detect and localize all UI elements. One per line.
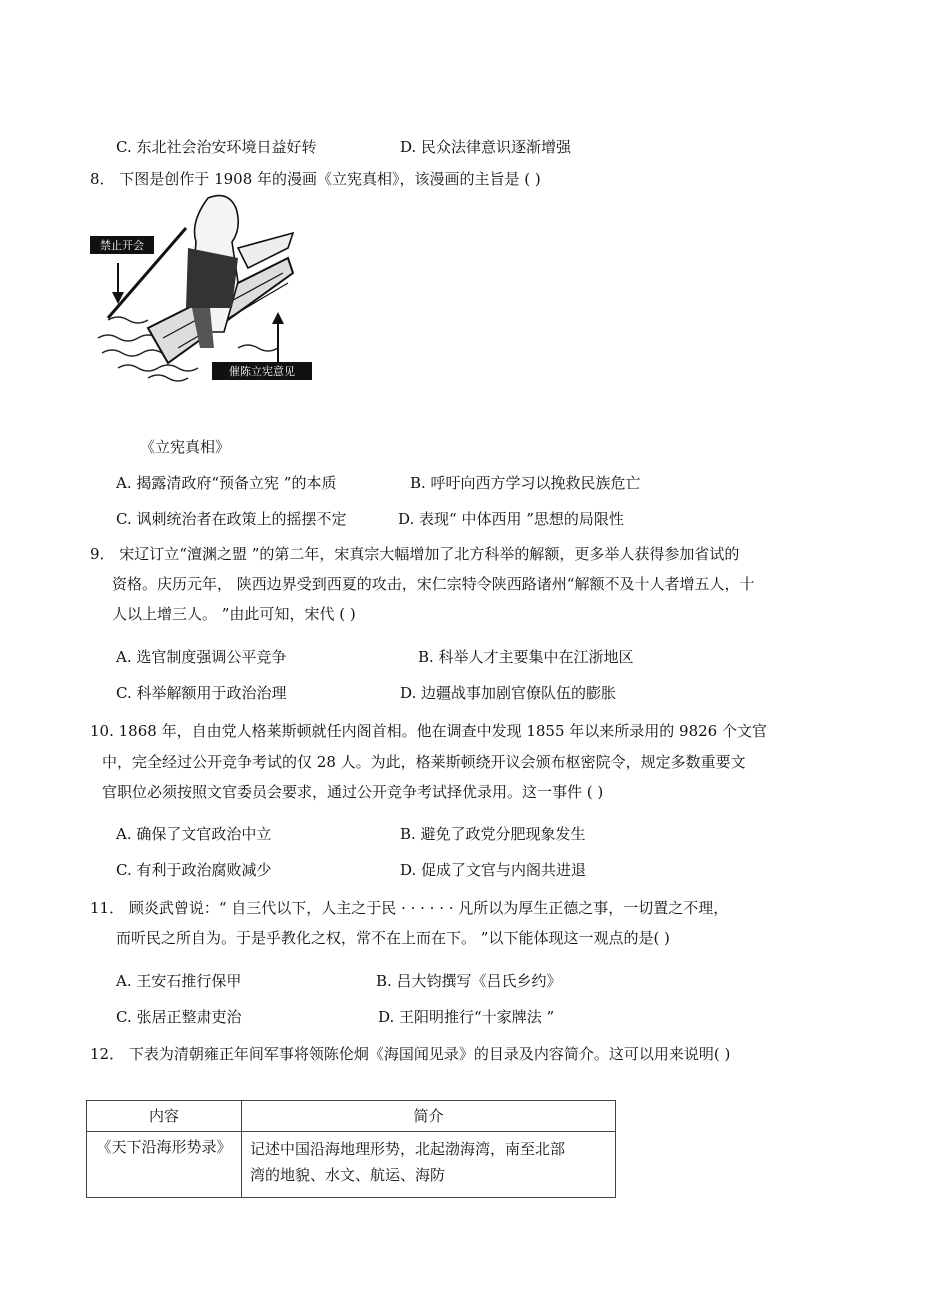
q10-line-1: 10. 1868 年，自由党人格莱斯顿就任内阁首相。他在调查中发现 1855 年以来所录用的 9826 个文官 <box>90 722 767 740</box>
table-header-content: 内容 <box>87 1101 242 1132</box>
table-cell-summary-line-1: 记述中国沿海地理形势，北起渤海湾，南至北部 <box>250 1140 566 1158</box>
table-header-row <box>87 1101 616 1132</box>
table-cell-summary <box>242 1132 616 1198</box>
q9-line-1: 9． 宋辽订立“澶渊之盟 ”的第二年，宋真宗大幅增加了北方科举的解额，更多举人获得参加省试的 <box>90 545 740 563</box>
table-header-summary: 简介 <box>242 1101 616 1132</box>
q10-option-b: B. 避免了政党分肥现象发生 <box>400 825 586 843</box>
q11-option-c: C. 张居正整肃吏治 <box>116 1008 242 1026</box>
table-cell-summary-line-2: 湾的地貌、水文、航运、海防 <box>250 1166 446 1184</box>
q9-line-3: 人以上增三人。 ”由此可知，宋代 ( ) <box>112 605 356 623</box>
cartoon-image <box>88 188 316 388</box>
q11-line-2: 而听民之所自为。于是乎教化之权，常不在上而在下。 ”以下能体现这一观点的是( ) <box>116 929 670 947</box>
q10-option-c: C. 有利于政治腐败减少 <box>116 861 272 879</box>
q10-option-a: A. 确保了文官政治中立 <box>116 825 272 843</box>
q10-option-d: D. 促成了文官与内阁共进退 <box>400 861 587 879</box>
q8-option-a: A. 揭露清政府“预备立宪 ”的本质 <box>116 474 337 492</box>
q11-option-d: D. 王阳明推行“十家牌法 ” <box>378 1008 555 1026</box>
q10-line-3: 官职位必须按照文官委员会要求，通过公开竞争考试择优录用。这一事件 ( ) <box>102 783 604 801</box>
catalog-table <box>86 1100 616 1198</box>
q8-stem: 8． 下图是创作于 1908 年的漫画《立宪真相》，该漫画的主旨是 ( ) <box>90 170 541 188</box>
q7-option-c: C. 东北社会治安环境日益好转 <box>116 138 317 156</box>
q11-option-b: B. 吕大钧撰写《吕氏乡约》 <box>376 972 562 990</box>
q10-line-2: 中，完全经过公开竞争考试的仅 28 人。为此，格莱斯顿绕开议会颁布枢密院令，规定多数重要文 <box>102 753 746 771</box>
q9-option-a: A. 选官制度强调公平竞争 <box>116 648 287 666</box>
cartoon-label-bottom: 催陈立宪意见 <box>229 365 295 378</box>
table-row <box>87 1132 616 1198</box>
q11-option-a: A. 王安石推行保甲 <box>116 972 242 990</box>
table-cell-content: 《天下沿海形势录》 <box>87 1132 242 1198</box>
q9-option-c: C. 科举解额用于政治治理 <box>116 684 287 702</box>
q12-stem: 12． 下表为清朝雍正年间军事将领陈伦炯《海国闻见录》的目录及内容简介。这可以用来说明( ) <box>90 1045 731 1063</box>
q11-line-1: 11． 顾炎武曾说：“ 自三代以下，人主之于民 · · · · · · 凡所以为厚生正德之事，一切置之不理， <box>90 899 729 917</box>
q9-option-d: D. 边疆战事加剧官僚队伍的膨胀 <box>400 684 617 702</box>
q8-caption: 《立宪真相》 <box>140 438 231 456</box>
q8-option-d: D. 表现“ 中体西用 ”思想的局限性 <box>398 510 624 528</box>
q9-line-2: 资格。庆历元年， 陕西边界受到西夏的攻击，宋仁宗特令陕西路诸州“解额不及十人者增五人，十 <box>112 575 755 593</box>
cartoon-label-top: 禁止开会 <box>100 239 144 252</box>
q9-option-b: B. 科举人才主要集中在江浙地区 <box>418 648 634 666</box>
q8-option-c: C. 讽刺统治者在政策上的摇摆不定 <box>116 510 347 528</box>
q7-option-d: D. 民众法律意识逐渐增强 <box>400 138 572 156</box>
q8-option-b: B. 呼吁向西方学习以挽救民族危亡 <box>410 474 641 492</box>
